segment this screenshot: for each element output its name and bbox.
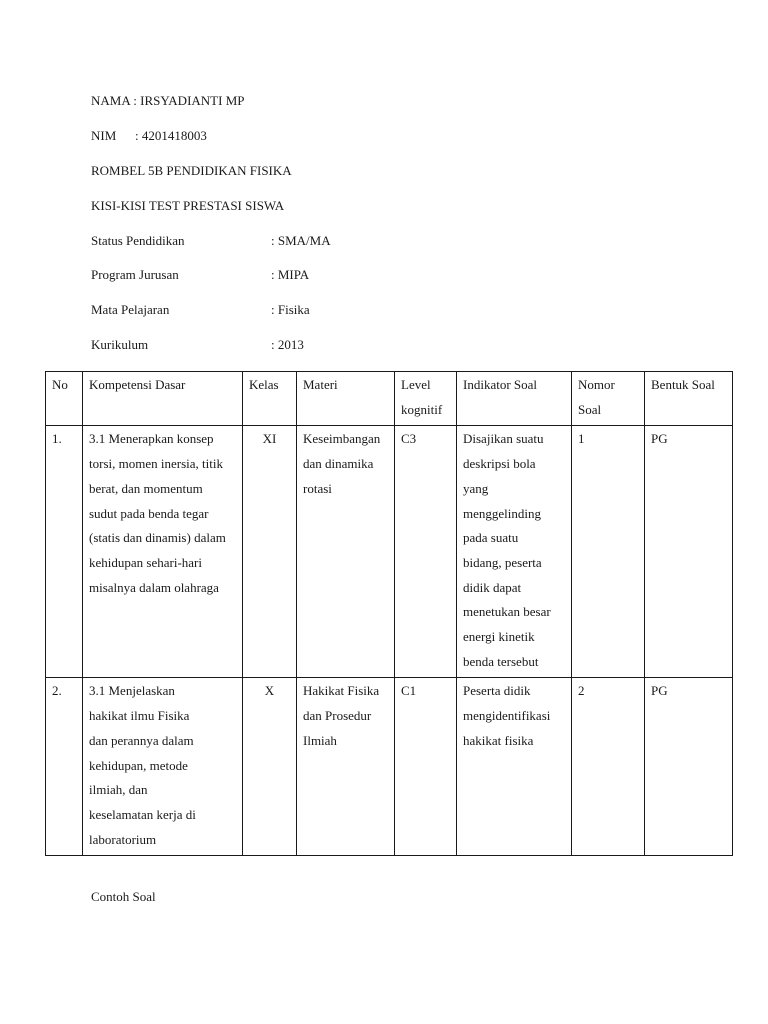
header-no: No [46, 372, 83, 426]
cell-materi [297, 678, 395, 856]
contoh-soal-heading: Contoh Soal [91, 889, 156, 904]
field-value: : 2013 [271, 337, 304, 352]
document-title: KISI-KISI TEST PRESTASI SISWA [91, 198, 285, 213]
cell-indikator [457, 678, 572, 856]
cell-line: 3.1 Menerapkan konsep [89, 431, 214, 447]
header-indikator-soal: Indikator Soal [457, 372, 572, 426]
field-mata-pelajaran [91, 302, 310, 318]
cell-line: misalnya dalam olahraga [89, 579, 219, 595]
header-nomor-soal [572, 372, 645, 426]
field-status-pendidikan [91, 233, 331, 249]
cell-no: 1. [46, 426, 83, 678]
field-label: Status Pendidikan [91, 233, 185, 248]
cell-line: dan Prosedur [303, 708, 372, 724]
field-program-jurusan [91, 267, 310, 283]
cell-bentuk: PG [645, 426, 733, 678]
cell-line: menggelinding [463, 505, 541, 521]
cell-line: torsi, momen inersia, titik [89, 456, 223, 472]
cell-indikator [457, 426, 572, 678]
cell-kompetensi [83, 426, 243, 678]
header-bentuk-soal: Bentuk Soal [645, 372, 733, 426]
cell-line: pada suatu [463, 530, 519, 546]
cell-line: 3.1 Menjelaskan [89, 683, 175, 699]
rombel-line: ROMBEL 5B PENDIDIKAN FISIKA [91, 163, 292, 178]
cell-line: rotasi [303, 480, 332, 496]
cell-line: mengidentifikasi [463, 708, 551, 724]
cell-line: berat, dan momentum [89, 480, 203, 496]
nim-label: NIM [91, 128, 117, 143]
field-label: Mata Pelajaran [91, 302, 170, 317]
cell-line: yang [463, 480, 489, 496]
cell-line: menetukan besar [463, 604, 551, 620]
cell-nomor: 1 [572, 426, 645, 678]
cell-line: hakikat fisika [463, 732, 534, 748]
header-level-kognitif [395, 372, 457, 426]
cell-kelas: X [243, 678, 297, 856]
cell-line: laboratorium [89, 831, 157, 847]
cell-line: Disajikan suatu [463, 431, 544, 447]
cell-line: sudut pada benda tegar [89, 505, 209, 521]
field-value: : SMA/MA [271, 233, 331, 248]
cell-kompetensi [83, 678, 243, 856]
header-materi: Materi [297, 372, 395, 426]
table-row [46, 426, 733, 678]
cell-no: 2. [46, 678, 83, 856]
cell-materi [297, 426, 395, 678]
header-kompetensi-dasar: Kompetensi Dasar [83, 372, 243, 426]
field-label: Kurikulum [91, 337, 149, 352]
cell-nomor: 2 [572, 678, 645, 856]
cell-line: bidang, peserta [463, 554, 542, 570]
field-value: : MIPA [271, 267, 310, 282]
cell-line: ilmiah, dan [89, 782, 148, 798]
cell-line: kehidupan, metode [89, 757, 188, 773]
cell-level: C3 [395, 426, 457, 678]
cell-line: keselamatan kerja di [89, 806, 196, 822]
table-row [46, 678, 733, 856]
student-name: NAMA : IRSYADIANTI MP [91, 93, 245, 108]
field-kurikulum [91, 337, 304, 353]
cell-line: Hakikat Fisika [303, 683, 380, 699]
cell-line: hakikat ilmu Fisika [89, 708, 190, 724]
header-line: Nomor [578, 377, 615, 392]
nim-value: : 4201418003 [135, 128, 207, 143]
cell-level: C1 [395, 678, 457, 856]
cell-line: kehidupan sehari-hari [89, 554, 202, 570]
header-line: Soal [578, 401, 602, 417]
cell-line: (statis dan dinamis) dalam [89, 530, 226, 546]
cell-line: benda tersebut [463, 653, 539, 669]
cell-line: energi kinetik [463, 629, 535, 645]
cell-line: dan dinamika [303, 456, 374, 472]
header-kelas: Kelas [243, 372, 297, 426]
cell-line: didik dapat [463, 579, 522, 595]
cell-line: Keseimbangan [303, 431, 381, 447]
kisi-kisi-table [45, 371, 733, 856]
field-value: : Fisika [271, 302, 310, 317]
cell-line: deskripsi bola [463, 456, 536, 472]
field-label: Program Jurusan [91, 267, 179, 282]
header-line: Level [401, 377, 431, 392]
cell-line: dan perannya dalam [89, 732, 194, 748]
cell-bentuk: PG [645, 678, 733, 856]
header-line: kognitif [401, 401, 443, 417]
student-nim [91, 128, 207, 144]
cell-line: Ilmiah [303, 732, 337, 748]
cell-kelas: XI [243, 426, 297, 678]
cell-line: Peserta didik [463, 683, 531, 699]
table-header-row [46, 372, 733, 426]
